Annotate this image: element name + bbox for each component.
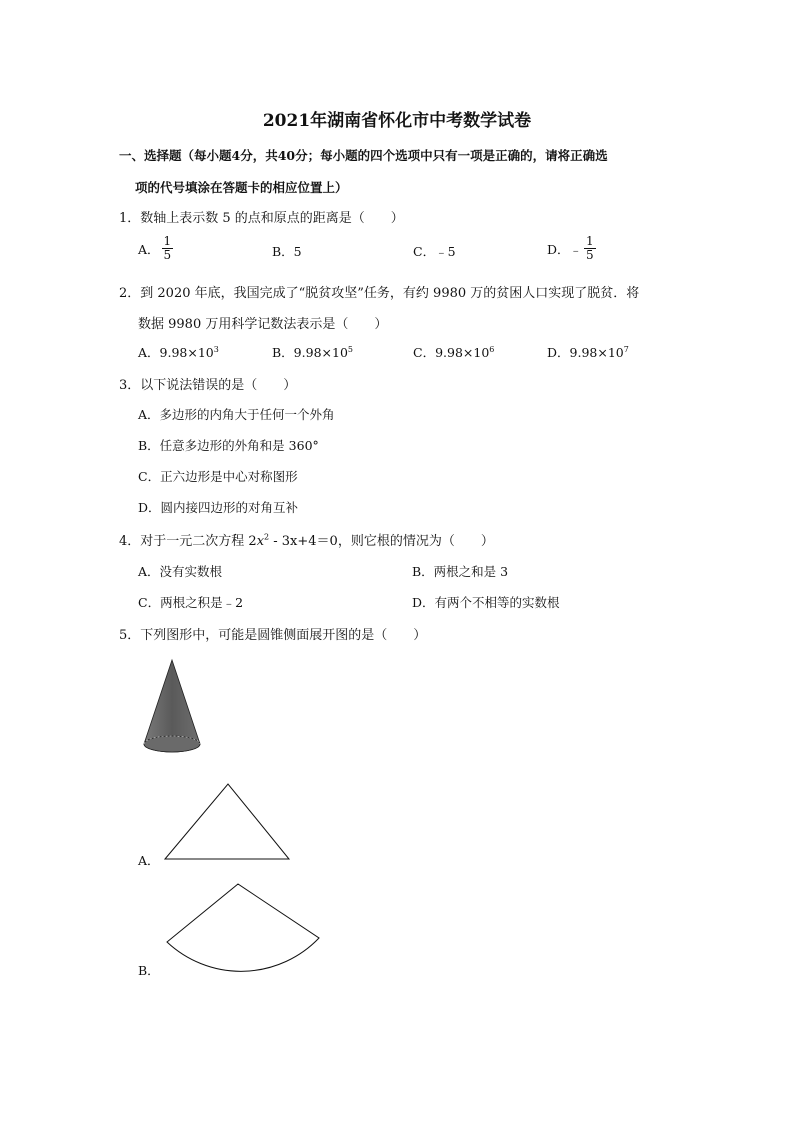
question-3-stem: 3．以下说法错误的是（ ） xyxy=(119,378,297,393)
option-base: D．9.98×10 xyxy=(547,345,624,360)
fraction xyxy=(162,235,174,262)
question-3-option-a[interactable]: A．多边形的内角大于任何一个外角 xyxy=(138,407,335,422)
question-1-option-a[interactable] xyxy=(138,235,173,262)
section-header-line1: 一、选择题（每小题4分，共40分；每小题的四个选项中只有一项是正确的，请将正确选 xyxy=(119,148,608,163)
question-2-stem-line2: 数据 9980 万用科学记数法表示是（ ） xyxy=(138,317,388,332)
triangle-figure xyxy=(160,780,294,864)
question-1-option-b[interactable]: B．5 xyxy=(272,244,302,259)
question-3-option-c[interactable]: C．正六边形是中心对称图形 xyxy=(138,469,298,484)
question-3-option-b[interactable]: B．任意多边形的外角和是 360° xyxy=(138,438,319,453)
question-1-option-d[interactable] xyxy=(547,235,596,262)
question-5-option-a[interactable]: A． xyxy=(138,853,160,868)
question-4-stem xyxy=(119,530,494,549)
fraction-denominator: 5 xyxy=(163,248,172,262)
section-header-line2: 项的代号填涂在答题卡的相应位置上） xyxy=(135,180,348,195)
sector-figure xyxy=(162,880,324,974)
question-2-option-b[interactable] xyxy=(272,343,353,361)
question-5-stem: 5．下列图形中，可能是圆锥侧面展开图的是（ ） xyxy=(119,628,427,643)
question-2-option-c[interactable] xyxy=(413,343,494,361)
stem-prefix: 4．对于一元二次方程 2 xyxy=(119,534,257,549)
option-exponent: 5 xyxy=(347,344,353,354)
question-2-stem-line1: 2．到 2020 年底，我国完成了“脱贫攻坚”任务，有约 9980 万的贫困人口实现了脱贫．将 xyxy=(119,286,640,301)
option-base: C．9.98×10 xyxy=(413,345,490,360)
question-2-option-d[interactable] xyxy=(547,343,629,361)
option-exponent: 6 xyxy=(489,344,495,354)
question-3-option-d[interactable]: D．圆内接四边形的对角互补 xyxy=(138,500,299,515)
option-base: B．9.98×10 xyxy=(272,345,348,360)
question-4-option-a[interactable]: A．没有实数根 xyxy=(138,564,223,579)
option-exponent: 3 xyxy=(213,344,219,354)
fraction-numerator: 1 xyxy=(586,234,594,248)
option-base: A．9.98×10 xyxy=(138,345,214,360)
fraction-denominator: 5 xyxy=(586,248,594,262)
fraction xyxy=(584,235,596,262)
option-exponent: 7 xyxy=(623,344,629,354)
question-5-option-b[interactable]: B． xyxy=(138,963,160,978)
cone-figure xyxy=(136,656,212,762)
stem-exponent: 2 xyxy=(264,532,270,542)
option-label: A． xyxy=(138,241,160,257)
question-2-option-a[interactable] xyxy=(138,343,219,361)
stem-variable: x xyxy=(256,534,265,549)
question-4-option-b[interactable]: B．两根之和是 3 xyxy=(412,564,509,579)
question-4-option-c[interactable]: C．两根之积是﹣2 xyxy=(138,595,244,610)
question-1-option-c[interactable]: C．﹣5 xyxy=(413,244,456,259)
stem-suffix: - 3x+4＝0，则它根的情况为（ ） xyxy=(269,534,494,549)
question-4-option-d[interactable]: D．有两个不相等的实数根 xyxy=(412,595,560,610)
fraction-numerator: 1 xyxy=(163,234,172,248)
question-1-stem: 1．数轴上表示数 5 的点和原点的距离是（ ） xyxy=(119,211,404,226)
option-label: D．﹣ xyxy=(547,241,583,257)
page-title: 2021年湖南省怀化市中考数学试卷 xyxy=(262,111,532,131)
